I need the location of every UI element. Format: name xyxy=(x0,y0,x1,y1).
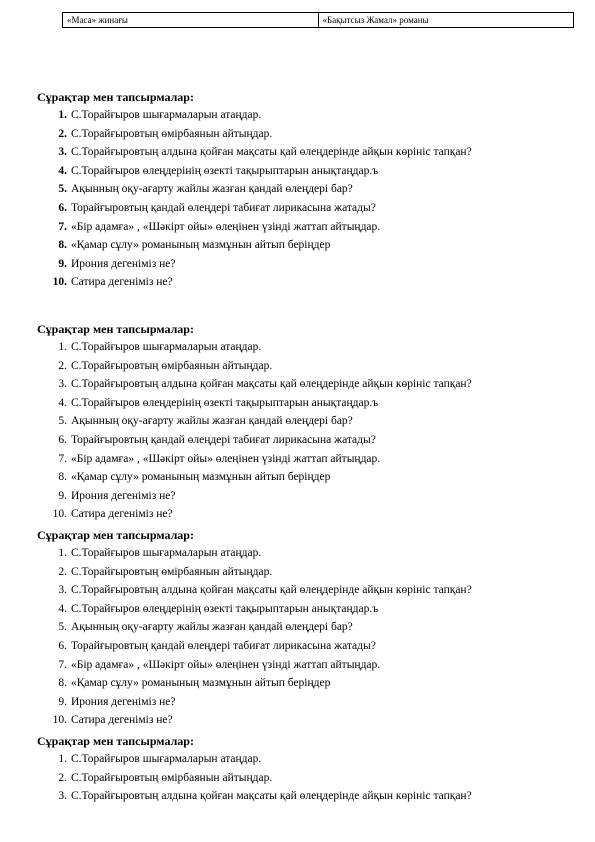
question-text: С.Торайғыровтың өмірбаянын айтыңдар. xyxy=(71,565,273,578)
question-number: 2. xyxy=(58,359,67,372)
question-text: С.Торайғыров шығармаларын атаңдар. xyxy=(71,753,262,765)
questions-section xyxy=(37,90,577,292)
question-number: 8. xyxy=(58,239,67,252)
list-item xyxy=(37,450,577,469)
list-item xyxy=(37,711,577,730)
list-item xyxy=(37,375,577,394)
list-item xyxy=(37,236,577,255)
question-number: 10. xyxy=(52,276,67,289)
question-text: С.Торайғыровтың өмірбаянын айтыңдар. xyxy=(71,771,273,784)
question-number: 3. xyxy=(58,584,67,597)
question-text: Ақынның оқу-ағарту жайлы жазған қандай өлеңдері бар? xyxy=(71,415,353,428)
question-text: Сатира дегеніміз не? xyxy=(71,508,173,521)
question-text: С.Торайғыровтың өмірбаянын айтыңдар. xyxy=(71,359,273,372)
question-number: 10. xyxy=(52,508,67,521)
question-number: 3. xyxy=(58,146,67,159)
list-item xyxy=(37,412,577,431)
question-text: «Бір адамға» , «Шәкірт ойы» өлеңінен үзінді жаттап айтыңдар. xyxy=(71,452,381,465)
questions-section xyxy=(37,322,577,524)
question-text: С.Торайғыров шығармаларын атаңдар. xyxy=(71,341,262,353)
question-text: С.Торайғыров шығармаларын атаңдар. xyxy=(71,109,262,121)
table-cell: «Маса» жинағы xyxy=(63,13,319,28)
question-text: «Қамар сұлу» романының мазмұнын айтып беріңдер xyxy=(71,471,331,484)
question-text: «Бір адамға» , «Шәкірт ойы» өлеңінен үзінді жаттап айтыңдар. xyxy=(71,658,381,671)
question-text: С.Торайғыровтың алдына қойған мақсаты қай өлеңдерінде айқын көрініс тапқан? xyxy=(71,790,472,803)
list-item xyxy=(37,394,577,413)
question-number: 10. xyxy=(52,714,67,727)
question-text: С.Торайғыровтың алдына қойған мақсаты қай өлеңдерінде айқын көрініс тапқан? xyxy=(71,378,472,391)
section-title: Сұрақтар мен тапсырмалар: xyxy=(37,90,194,104)
question-number: 9. xyxy=(58,489,67,502)
list-item xyxy=(37,431,577,450)
question-number: 8. xyxy=(58,677,67,690)
question-number: 1. xyxy=(58,547,67,559)
question-text: Ирония дегеніміз не? xyxy=(71,489,176,502)
question-text: С.Торайғыровтың алдына қойған мақсаты қай өлеңдерінде айқын көрініс тапқан? xyxy=(71,584,472,597)
list-item xyxy=(37,218,577,237)
question-text: Ирония дегеніміз не? xyxy=(71,257,176,270)
section-title: Сұрақтар мен тапсырмалар: xyxy=(37,528,194,542)
question-number: 4. xyxy=(58,602,67,615)
list-item xyxy=(37,581,577,600)
question-number: 2. xyxy=(58,127,67,140)
list-item xyxy=(37,338,577,357)
questions-section xyxy=(37,734,577,806)
question-number: 5. xyxy=(58,183,67,196)
list-item xyxy=(37,106,577,125)
question-list xyxy=(37,338,577,524)
question-number: 1. xyxy=(58,753,67,765)
list-item xyxy=(37,563,577,582)
question-list xyxy=(37,544,577,730)
question-text: Ақынның оқу-ағарту жайлы жазған қандай өлеңдері бар? xyxy=(71,183,353,196)
question-number: 1. xyxy=(58,109,67,121)
list-item xyxy=(37,674,577,693)
question-text: Торайғыровтың қандай өлеңдері табиғат лирикасына жатады? xyxy=(71,201,376,214)
question-text: «Қамар сұлу» романының мазмұнын айтып беріңдер xyxy=(71,239,331,252)
question-number: 4. xyxy=(58,396,67,409)
question-number: 7. xyxy=(58,658,67,671)
question-number: 9. xyxy=(58,695,67,708)
question-text: «Қамар сұлу» романының мазмұнын айтып беріңдер xyxy=(71,677,331,690)
question-number: 8. xyxy=(58,471,67,484)
question-number: 4. xyxy=(58,164,67,177)
question-text: Торайғыровтың қандай өлеңдері табиғат лирикасына жатады? xyxy=(71,433,376,446)
list-item xyxy=(37,199,577,218)
question-number: 7. xyxy=(58,452,67,465)
list-item xyxy=(37,693,577,712)
question-text: С.Торайғыров өлеңдерінің өзекті тақырыптарын анықтаңдар.ъ xyxy=(71,602,379,615)
list-item xyxy=(37,125,577,144)
question-text: «Бір адамға» , «Шәкірт ойы» өлеңінен үзінді жаттап айтыңдар. xyxy=(71,220,381,233)
question-text: Торайғыровтың қандай өлеңдері табиғат лирикасына жатады? xyxy=(71,639,376,652)
question-number: 3. xyxy=(58,790,67,803)
question-number: 1. xyxy=(58,341,67,353)
questions-section xyxy=(37,528,577,730)
list-item xyxy=(37,180,577,199)
list-item xyxy=(37,750,577,769)
list-item xyxy=(37,544,577,563)
list-item xyxy=(37,143,577,162)
question-number: 5. xyxy=(58,621,67,634)
question-list xyxy=(37,750,577,806)
table-cell: «Бақытсыз Жамал» романы xyxy=(318,13,574,28)
question-text: Ақынның оқу-ағарту жайлы жазған қандай өлеңдері бар? xyxy=(71,621,353,634)
list-item xyxy=(37,357,577,376)
list-item xyxy=(37,162,577,181)
table-row xyxy=(63,13,574,28)
question-number: 5. xyxy=(58,415,67,428)
question-number: 2. xyxy=(58,771,67,784)
list-item xyxy=(37,787,577,806)
question-text: Сатира дегеніміз не? xyxy=(71,276,173,289)
list-item xyxy=(37,600,577,619)
list-item xyxy=(37,637,577,656)
top-table xyxy=(62,12,574,28)
list-item xyxy=(37,656,577,675)
question-text: С.Торайғыров өлеңдерінің өзекті тақырыптарын анықтаңдар.ъ xyxy=(71,164,379,177)
question-number: 2. xyxy=(58,565,67,578)
question-number: 6. xyxy=(58,639,67,652)
list-item xyxy=(37,468,577,487)
question-number: 3. xyxy=(58,378,67,391)
question-number: 6. xyxy=(58,433,67,446)
question-number: 6. xyxy=(58,201,67,214)
section-title: Сұрақтар мен тапсырмалар: xyxy=(37,734,194,748)
list-item xyxy=(37,487,577,506)
question-text: С.Торайғыровтың алдына қойған мақсаты қай өлеңдерінде айқын көрініс тапқан? xyxy=(71,146,472,159)
question-text: Сатира дегеніміз не? xyxy=(71,714,173,727)
question-number: 7. xyxy=(58,220,67,233)
list-item xyxy=(37,255,577,274)
list-item xyxy=(37,618,577,637)
section-title: Сұрақтар мен тапсырмалар: xyxy=(37,322,194,336)
question-text: С.Торайғыров шығармаларын атаңдар. xyxy=(71,547,262,559)
question-list xyxy=(37,106,577,292)
question-text: С.Торайғыров өлеңдерінің өзекті тақырыптарын анықтаңдар.ъ xyxy=(71,396,379,409)
list-item xyxy=(37,769,577,788)
list-item xyxy=(37,505,577,524)
question-text: С.Торайғыровтың өмірбаянын айтыңдар. xyxy=(71,127,273,140)
question-number: 9. xyxy=(58,257,67,270)
question-text: Ирония дегеніміз не? xyxy=(71,695,176,708)
list-item xyxy=(37,273,577,292)
